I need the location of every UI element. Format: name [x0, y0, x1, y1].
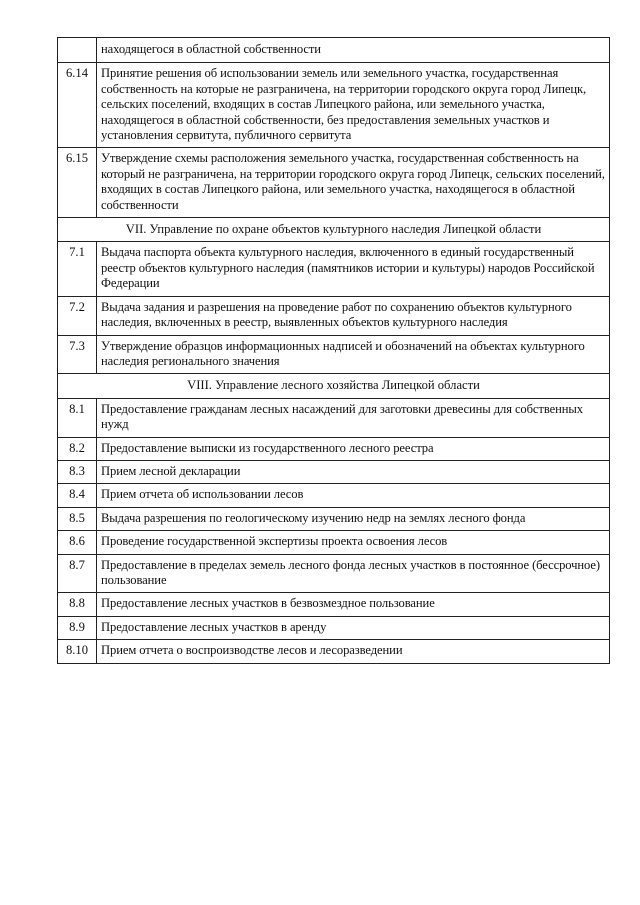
services-table	[57, 37, 610, 664]
service-description: Предоставление лесных участков в безвозмездное пользование	[97, 593, 610, 616]
service-description: Прием отчета о воспроизводстве лесов и лесоразведении	[97, 640, 610, 663]
service-description: Принятие решения об использовании земель или земельного участка, государственная собственность на которые не разграничена, на территории городского округа город Липецк, сельских поселений, входящих в состав Липецкого района, или земельного участка, находящегося в областной собственности, без предоставления земельных участков и установления сервитута, публичного сервитута	[97, 63, 610, 148]
table-row	[58, 335, 610, 374]
item-number	[58, 38, 97, 63]
item-number: 8.2	[58, 437, 97, 460]
item-number: 8.5	[58, 507, 97, 530]
services-table-body	[58, 38, 610, 664]
service-description: Утверждение схемы расположения земельного участка, государственная собственность на который не разграничена, на территории городского округа город Липецк, сельских поселений, входящих в состав Липецкого района, или земельного участка, находящегося в областной собственности	[97, 148, 610, 218]
section-header-row	[58, 374, 610, 398]
service-description: находящегося в областной собственности	[97, 38, 610, 63]
table-row	[58, 296, 610, 335]
item-number: 8.3	[58, 460, 97, 483]
item-number: 8.10	[58, 640, 97, 663]
table-row	[58, 593, 610, 616]
service-description: Предоставление гражданам лесных насаждений для заготовки древесины для собственных нужд	[97, 398, 610, 437]
item-number: 7.1	[58, 242, 97, 296]
service-description: Прием отчета об использовании лесов	[97, 484, 610, 507]
item-number: 8.6	[58, 531, 97, 554]
table-row	[58, 63, 610, 148]
item-number: 8.9	[58, 616, 97, 639]
item-number: 8.4	[58, 484, 97, 507]
service-description: Прием лесной декларации	[97, 460, 610, 483]
item-number: 7.2	[58, 296, 97, 335]
item-number: 8.8	[58, 593, 97, 616]
service-description: Выдача разрешения по геологическому изучению недр на землях лесного фонда	[97, 507, 610, 530]
section-title: VII. Управление по охране объектов культурного наследия Липецкой области	[58, 218, 610, 242]
item-number: 8.7	[58, 554, 97, 593]
table-row	[58, 242, 610, 296]
table-row	[58, 507, 610, 530]
table-row	[58, 484, 610, 507]
section-header-row	[58, 218, 610, 242]
service-description: Предоставление лесных участков в аренду	[97, 616, 610, 639]
table-row	[58, 460, 610, 483]
section-title: VIII. Управление лесного хозяйства Липецкой области	[58, 374, 610, 398]
item-number: 6.14	[58, 63, 97, 148]
table-row	[58, 531, 610, 554]
service-description: Выдача паспорта объекта культурного наследия, включенного в единый государственный реестр объектов культурного наследия (памятников истории и культуры) народов Российской Федерации	[97, 242, 610, 296]
table-row	[58, 398, 610, 437]
service-description: Предоставление выписки из государственного лесного реестра	[97, 437, 610, 460]
service-description: Проведение государственной экспертизы проекта освоения лесов	[97, 531, 610, 554]
table-row	[58, 148, 610, 218]
service-description: Предоставление в пределах земель лесного фонда лесных участков в постоянное (бессрочное) пользование	[97, 554, 610, 593]
item-number: 7.3	[58, 335, 97, 374]
item-number: 8.1	[58, 398, 97, 437]
service-description: Утверждение образцов информационных надписей и обозначений на объектах культурного наследия регионального значения	[97, 335, 610, 374]
service-description: Выдача задания и разрешения на проведение работ по сохранению объектов культурного наследия, включенных в реестр, выявленных объектов культурного наследия	[97, 296, 610, 335]
table-row	[58, 38, 610, 63]
table-row	[58, 437, 610, 460]
table-row	[58, 554, 610, 593]
item-number: 6.15	[58, 148, 97, 218]
table-row	[58, 616, 610, 639]
table-row	[58, 640, 610, 663]
